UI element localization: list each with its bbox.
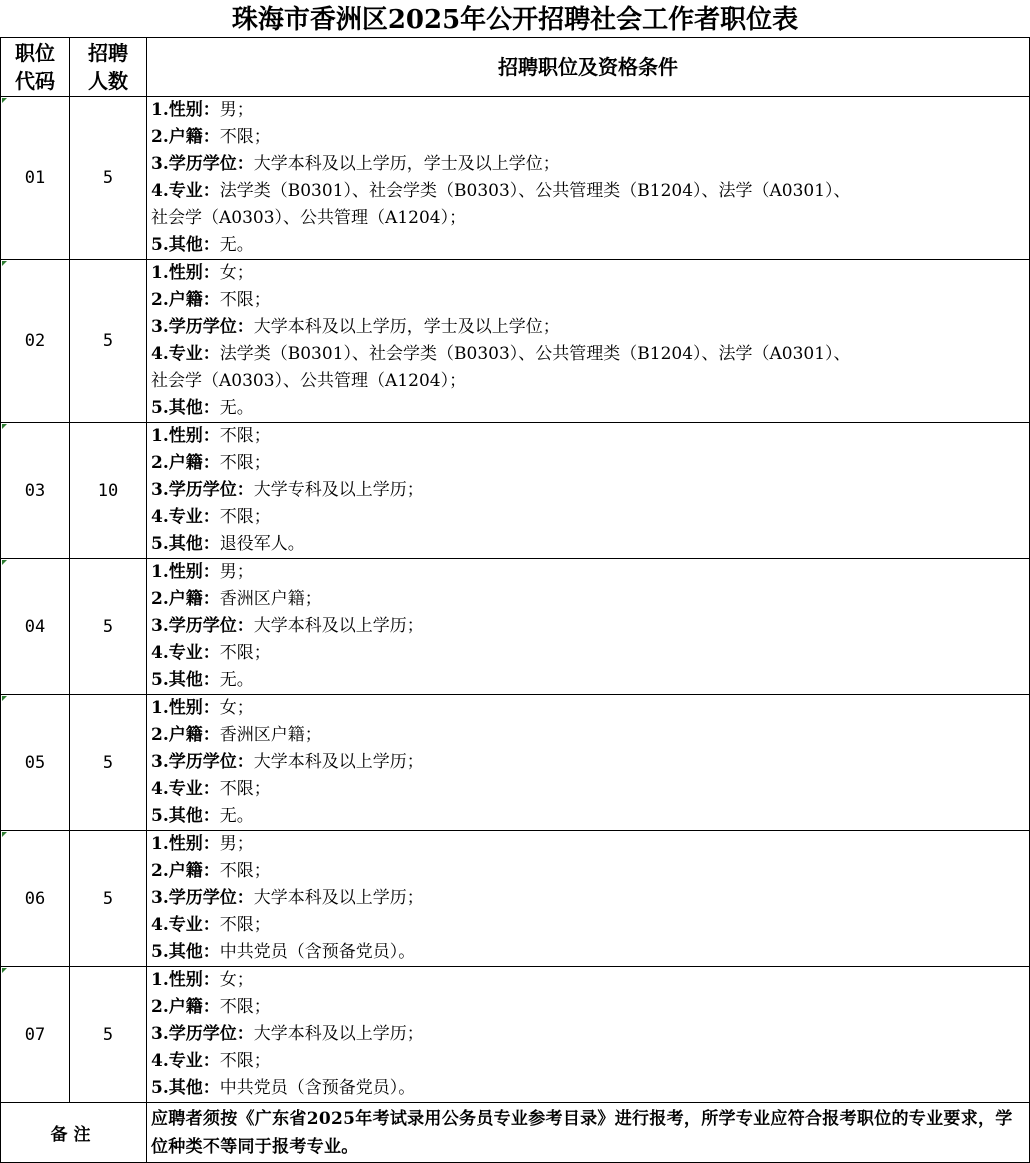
requirement-value: 男； — [219, 100, 254, 120]
requirement-value: 不限； — [219, 127, 271, 147]
requirement-label: 5.其他： — [151, 398, 220, 418]
table-row — [1, 260, 1030, 423]
requirement-line — [151, 124, 1029, 151]
requirement-value: 大学专科及以上学历； — [253, 480, 424, 500]
header-position-code-line1: 职位 — [15, 41, 55, 65]
header-recruit-count-line1: 招聘 — [88, 41, 128, 65]
requirement-value: 女； — [219, 698, 254, 718]
requirement-line — [151, 586, 1029, 613]
requirement-label: 1.性别： — [151, 970, 220, 990]
requirement-line — [151, 749, 1029, 776]
requirement-line — [151, 232, 1029, 259]
requirement-value: 大学本科及以上学历； — [253, 1024, 424, 1044]
position-code: 07 — [1, 967, 70, 1103]
requirement-value: 男； — [219, 834, 254, 854]
recruit-count: 5 — [70, 260, 147, 423]
requirement-value: 大学本科及以上学历，学士及以上学位； — [253, 317, 560, 337]
requirement-label: 5.其他： — [151, 235, 220, 255]
position-code: 02 — [1, 260, 70, 423]
header-requirements: 招聘职位及资格条件 — [147, 38, 1030, 97]
requirements-cell — [147, 97, 1030, 260]
requirements-cell — [147, 831, 1030, 967]
requirement-label: 3.学历学位： — [151, 752, 254, 772]
requirement-label: 2.户籍： — [151, 290, 220, 310]
requirement-value: 社会学（A0303）、公共管理（A1204）； — [151, 371, 467, 391]
requirement-value: 无。 — [219, 398, 254, 418]
requirement-line — [151, 885, 1029, 912]
requirement-value: 中共党员（含预备党员）。 — [219, 942, 416, 962]
requirement-label: 1.性别： — [151, 698, 220, 718]
requirement-value: 不限； — [219, 453, 271, 473]
requirement-line — [151, 912, 1029, 939]
requirement-label: 5.其他： — [151, 942, 220, 962]
requirement-label: 2.户籍： — [151, 589, 220, 609]
requirement-line — [151, 1075, 1029, 1102]
requirement-value: 大学本科及以上学历，学士及以上学位； — [253, 154, 560, 174]
note-row — [1, 1103, 1030, 1163]
requirement-label: 2.户籍： — [151, 997, 220, 1017]
requirement-label: 2.户籍： — [151, 127, 220, 147]
requirement-line — [151, 858, 1029, 885]
requirement-line — [151, 939, 1029, 966]
requirement-line — [151, 504, 1029, 531]
requirement-label: 4.专业： — [151, 779, 220, 799]
requirement-line — [151, 967, 1029, 994]
requirement-label: 3.学历学位： — [151, 888, 254, 908]
requirements-cell — [147, 260, 1030, 423]
page-title: 珠海市香洲区2025年公开招聘社会工作者职位表 — [231, 5, 799, 35]
header-recruit-count — [70, 38, 147, 97]
requirement-label: 2.户籍： — [151, 861, 220, 881]
requirement-line — [151, 640, 1029, 667]
requirement-line — [151, 1021, 1029, 1048]
position-code: 06 — [1, 831, 70, 967]
requirement-value: 香洲区户籍； — [219, 589, 322, 609]
recruit-count: 10 — [70, 423, 147, 559]
requirement-label: 4.专业： — [151, 507, 220, 527]
requirement-value: 香洲区户籍； — [219, 725, 322, 745]
position-code: 05 — [1, 695, 70, 831]
requirement-value: 女； — [219, 263, 254, 283]
position-code: 04 — [1, 559, 70, 695]
requirement-line — [151, 178, 1029, 205]
requirement-value: 不限； — [219, 997, 271, 1017]
requirement-line — [151, 803, 1029, 830]
note-text: 应聘者须按《广东省2025年考试录用公务员专业参考目录》进行报考，所学专业应符合报考职位的专业要求，学位种类不等同于报考专业。 — [147, 1103, 1030, 1163]
requirement-label: 4.专业： — [151, 915, 220, 935]
requirement-line — [151, 341, 1029, 368]
requirement-value: 无。 — [219, 235, 254, 255]
table-row — [1, 831, 1030, 967]
requirement-line — [151, 368, 1029, 395]
requirement-label: 4.专业： — [151, 181, 220, 201]
table-row — [1, 97, 1030, 260]
requirement-value: 退役军人。 — [219, 534, 305, 554]
requirement-line — [151, 722, 1029, 749]
requirement-line — [151, 776, 1029, 803]
header-position-code-line2: 代码 — [15, 69, 55, 93]
requirement-value: 大学本科及以上学历； — [253, 888, 424, 908]
requirement-label: 3.学历学位： — [151, 317, 254, 337]
requirement-line — [151, 477, 1029, 504]
recruit-count: 5 — [70, 695, 147, 831]
table-row — [1, 967, 1030, 1103]
requirement-value: 大学本科及以上学历； — [253, 752, 424, 772]
requirement-value: 女； — [219, 970, 254, 990]
positions-table — [0, 37, 1030, 1163]
requirement-label: 3.学历学位： — [151, 480, 254, 500]
requirement-label: 1.性别： — [151, 100, 220, 120]
recruit-count: 5 — [70, 967, 147, 1103]
requirement-label: 4.专业： — [151, 344, 220, 364]
requirement-value: 法学类（B0301）、社会学类（B0303）、公共管理类（B1204）、法学（A0301）、 — [219, 181, 851, 201]
requirement-value: 无。 — [219, 806, 254, 826]
requirement-label: 1.性别： — [151, 562, 220, 582]
requirement-line — [151, 395, 1029, 422]
requirement-value: 法学类（B0301）、社会学类（B0303）、公共管理类（B1204）、法学（A0301）、 — [219, 344, 851, 364]
requirement-label: 5.其他： — [151, 806, 220, 826]
table-row — [1, 423, 1030, 559]
requirement-label: 1.性别： — [151, 834, 220, 854]
requirement-line — [151, 1048, 1029, 1075]
requirement-line — [151, 423, 1029, 450]
requirement-value: 大学本科及以上学历； — [253, 616, 424, 636]
recruit-count: 5 — [70, 831, 147, 967]
requirement-line — [151, 450, 1029, 477]
note-label: 备注 — [1, 1103, 147, 1163]
cell-marker-icon — [2, 261, 7, 266]
requirement-value: 不限； — [219, 779, 271, 799]
requirement-line — [151, 831, 1029, 858]
requirement-label: 2.户籍： — [151, 453, 220, 473]
position-code: 01 — [1, 97, 70, 260]
requirement-label: 5.其他： — [151, 670, 220, 690]
requirements-cell — [147, 559, 1030, 695]
table-row — [1, 559, 1030, 695]
requirements-cell — [147, 423, 1030, 559]
requirement-label: 5.其他： — [151, 534, 220, 554]
requirement-value: 不限； — [219, 290, 271, 310]
requirement-label: 1.性别： — [151, 263, 220, 283]
requirement-line — [151, 559, 1029, 586]
requirement-value: 不限； — [219, 507, 271, 527]
requirement-value: 社会学（A0303）、公共管理（A1204）； — [151, 208, 467, 228]
requirement-value: 不限； — [219, 861, 271, 881]
cell-marker-icon — [2, 832, 7, 837]
requirement-line — [151, 97, 1029, 124]
requirement-value: 不限； — [219, 915, 271, 935]
requirement-value: 男； — [219, 562, 254, 582]
requirement-line — [151, 287, 1029, 314]
requirement-label: 1.性别： — [151, 426, 220, 446]
requirement-value: 不限； — [219, 643, 271, 663]
requirement-value: 无。 — [219, 670, 254, 690]
recruit-count: 5 — [70, 97, 147, 260]
requirements-cell — [147, 967, 1030, 1103]
requirement-line — [151, 531, 1029, 558]
requirement-value: 中共党员（含预备党员）。 — [219, 1078, 416, 1098]
requirement-label: 3.学历学位： — [151, 154, 254, 174]
table-row — [1, 695, 1030, 831]
requirement-line — [151, 994, 1029, 1021]
requirement-line — [151, 205, 1029, 232]
requirement-label: 2.户籍： — [151, 725, 220, 745]
cell-marker-icon — [2, 696, 7, 701]
header-row — [1, 38, 1030, 97]
requirement-label: 3.学历学位： — [151, 1024, 254, 1044]
cell-marker-icon — [2, 424, 7, 429]
cell-marker-icon — [2, 968, 7, 973]
requirement-line — [151, 151, 1029, 178]
requirement-value: 不限； — [219, 1051, 271, 1071]
requirement-line — [151, 314, 1029, 341]
cell-marker-icon — [2, 560, 7, 565]
header-position-code — [1, 38, 70, 97]
requirement-line — [151, 613, 1029, 640]
header-recruit-count-line2: 人数 — [88, 69, 128, 93]
requirement-label: 5.其他： — [151, 1078, 220, 1098]
requirement-label: 4.专业： — [151, 1051, 220, 1071]
requirement-value: 不限； — [219, 426, 271, 446]
requirement-line — [151, 695, 1029, 722]
requirement-label: 4.专业： — [151, 643, 220, 663]
requirement-line — [151, 667, 1029, 694]
requirements-cell — [147, 695, 1030, 831]
recruit-count: 5 — [70, 559, 147, 695]
requirement-line — [151, 260, 1029, 287]
requirement-label: 3.学历学位： — [151, 616, 254, 636]
position-code: 03 — [1, 423, 70, 559]
cell-marker-icon — [2, 98, 7, 103]
